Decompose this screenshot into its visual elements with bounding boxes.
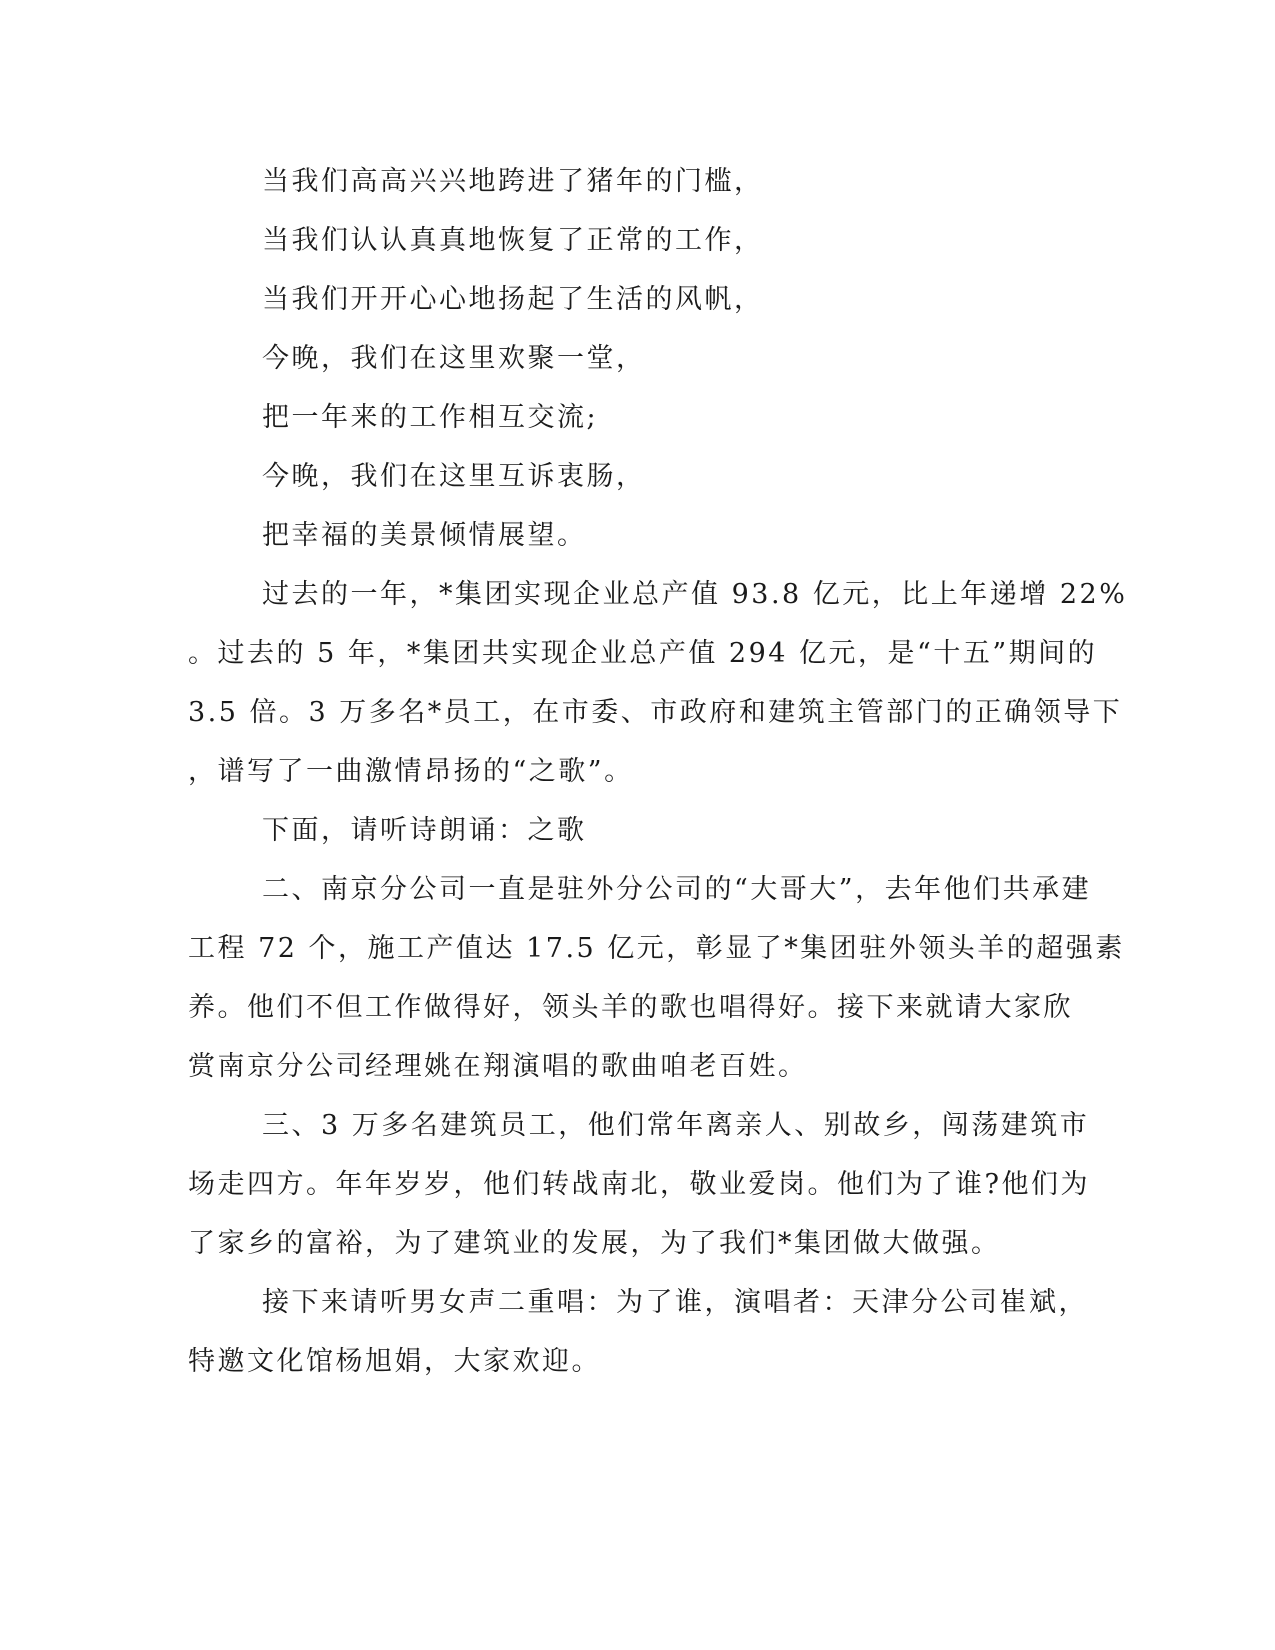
poem-line: 当我们高高兴兴地跨进了猪年的门槛， bbox=[262, 166, 764, 197]
poem-line: 今晚，我们在这里互诉衷肠， bbox=[262, 461, 646, 492]
paragraph-line: 。过去的 5 年，*集团共实现企业总产值 294 亿元，是“十五”期间的 bbox=[188, 638, 1098, 669]
paragraph-line: 三、3 万多名建筑员工，他们常年离亲人、别故乡，闯荡建筑市 bbox=[262, 1110, 1090, 1141]
paragraph-line: 工程 72 个，施工产值达 17.5 亿元，彰显了*集团驻外领头羊的超强素 bbox=[188, 933, 1125, 964]
poem-line: 当我们认认真真地恢复了正常的工作， bbox=[262, 225, 764, 256]
paragraph-line: 赏南京分公司经理姚在翔演唱的歌曲咱老百姓。 bbox=[188, 1051, 808, 1082]
poem-line: 把幸福的美景倾情展望。 bbox=[262, 520, 587, 551]
paragraph-line: 了家乡的富裕，为了建筑业的发展，为了我们*集团做大做强。 bbox=[188, 1228, 1001, 1259]
paragraph-line: 特邀文化馆杨旭娟，大家欢迎。 bbox=[188, 1346, 601, 1377]
paragraph-line: 场走四方。年年岁岁，他们转战南北，敬业爱岗。他们为了谁?他们为 bbox=[188, 1169, 1090, 1200]
paragraph-line: 二、南京分公司一直是驻外分公司的“大哥大”，去年他们共承建 bbox=[262, 874, 1092, 905]
paragraph-line: 3.5 倍。3 万多名*员工，在市委、市政府和建筑主管部门的正确领导下 bbox=[188, 697, 1123, 728]
poem-line: 今晚，我们在这里欢聚一堂， bbox=[262, 343, 646, 374]
paragraph-line: 养。他们不但工作做得好，领头羊的歌也唱得好。接下来就请大家欣 bbox=[188, 992, 1073, 1023]
poem-line: 当我们开开心心地扬起了生活的风帆， bbox=[262, 284, 764, 315]
paragraph-line: ，谱写了一曲激情昂扬的“之歌”。 bbox=[188, 756, 634, 787]
paragraph-line: 过去的一年，*集团实现企业总产值 93.8 亿元，比上年递增 22% bbox=[262, 579, 1128, 610]
paragraph-line: 接下来请听男女声二重唱：为了谁，演唱者：天津分公司崔斌， bbox=[262, 1287, 1088, 1318]
poem-line: 把一年来的工作相互交流; bbox=[262, 402, 599, 433]
paragraph-line: 下面，请听诗朗诵：之歌 bbox=[262, 815, 587, 846]
